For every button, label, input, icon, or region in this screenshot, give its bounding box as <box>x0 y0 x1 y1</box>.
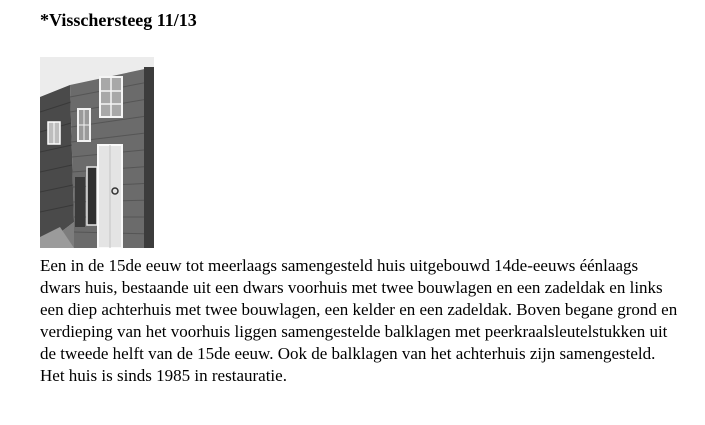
page-title: *Visschersteeg 11/13 <box>40 10 197 30</box>
description-text: Een in de 15de eeuw tot meerlaags samengesteld huis uitgebouwd 14de-eeuws éénlaags dwars huis, bestaande uit een dwars voorhuis met twee bouwlagen en een zadeldak en links een diep achterhuis met twee bouwlagen, een kelder en een zadeldak. Boven begane grond en verdieping van het voorhuis liggen samengestelde balklagen met peerkraalsleutelstukken uit de tweede helft van de 15de eeuw. Ook de balklagen van het achterhuis zijn samengesteld. Het huis is sinds 1985 in restauratie. <box>40 256 678 385</box>
building-photo <box>40 57 154 248</box>
building-photo-graphic <box>40 57 154 248</box>
